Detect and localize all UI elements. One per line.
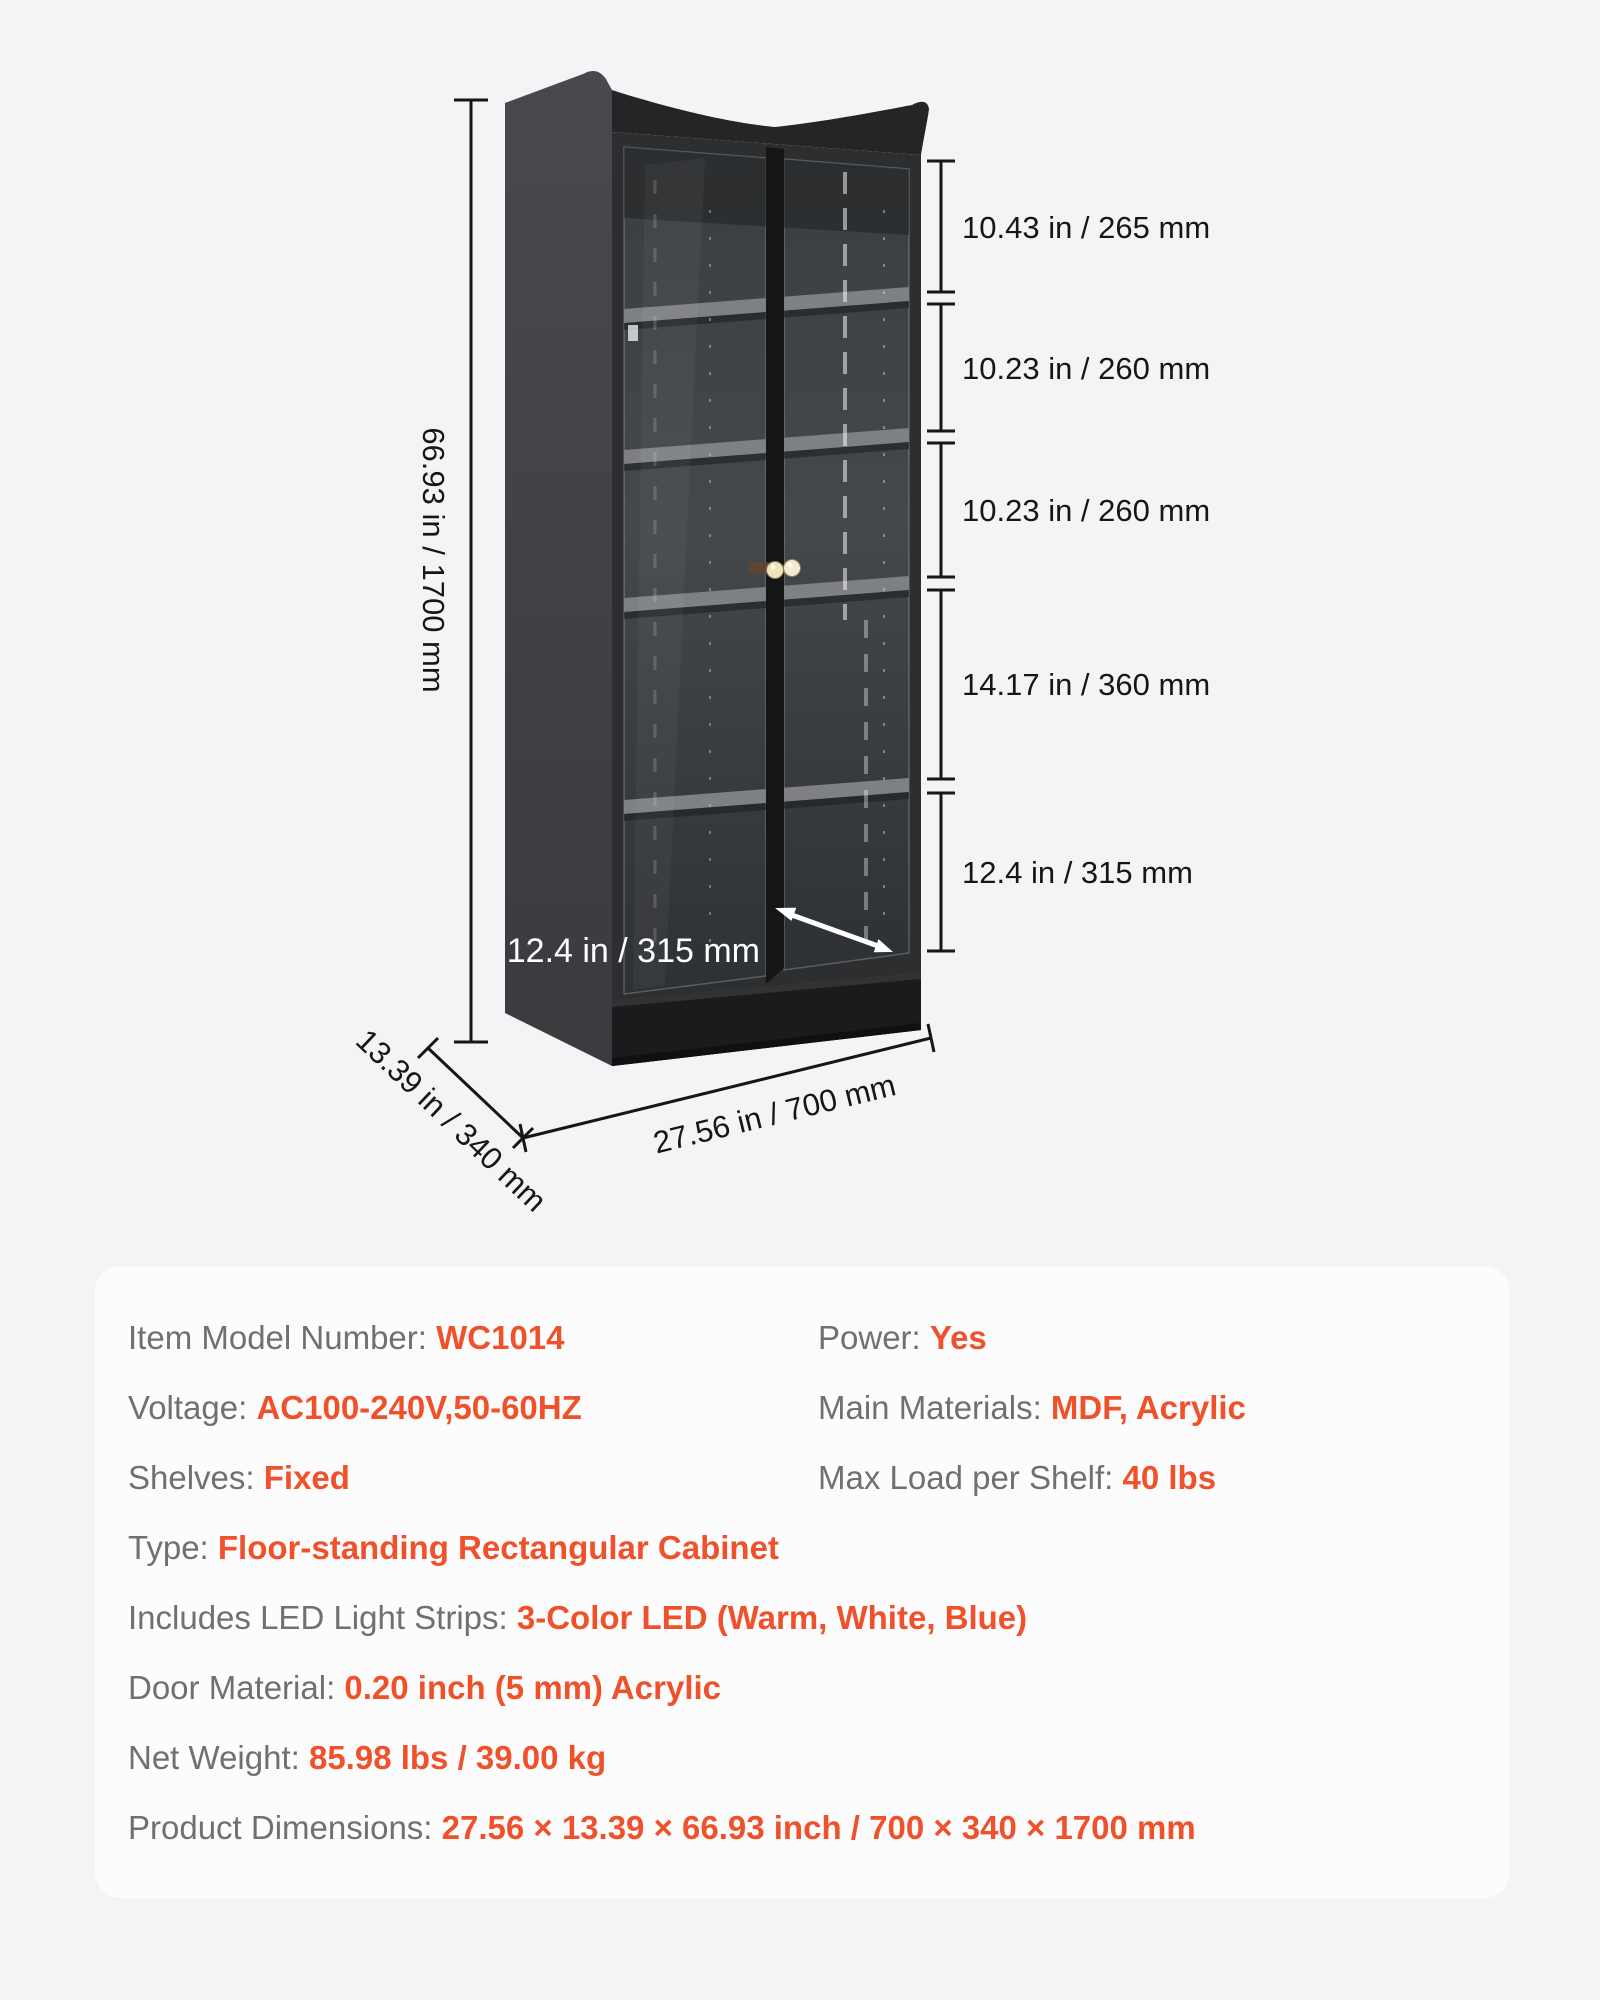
spec-row [128, 1456, 1480, 1500]
shelf-dimension-label: 10.23 in / 260 mm [962, 493, 1211, 528]
spec-value: Floor-standing Rectangular Cabinet [217, 1529, 779, 1566]
spec-row [128, 1666, 1480, 1710]
spec-label: Item Model Number: [128, 1319, 437, 1356]
spec-row [128, 1316, 1480, 1360]
spec-row [128, 1806, 1480, 1850]
spec-row [128, 1736, 1480, 1780]
spec-value: WC1014 [436, 1319, 565, 1356]
spec-panel [95, 1266, 1510, 1898]
spec-value: MDF, Acrylic [1050, 1389, 1246, 1426]
spec-value: 27.56 × 13.39 × 66.93 inch / 700 × 340 × 1700 mm [441, 1809, 1196, 1846]
spec-value: AC100-240V,50-60HZ [256, 1389, 582, 1426]
spec-value: 3-Color LED (Warm, White, Blue) [516, 1599, 1028, 1636]
spec-value: 85.98 lbs / 39.00 kg [308, 1739, 607, 1776]
shelf-dimension-label: 10.23 in / 260 mm [962, 351, 1211, 386]
shelf-dimension-lines [927, 161, 955, 951]
spec-row [128, 1526, 1480, 1570]
depth-dimension-label: 13.39 in / 340 mm [349, 1022, 554, 1219]
spec-label: Main Materials: [818, 1389, 1051, 1426]
cabinet-illustration [505, 71, 929, 1066]
shelf-dimension-label: 12.4 in / 315 mm [962, 855, 1193, 890]
inner-depth-label: 12.4 in / 315 mm [506, 932, 760, 970]
spec-row [128, 1596, 1480, 1640]
spec-row [128, 1386, 1480, 1430]
spec-label: Net Weight: [128, 1739, 309, 1776]
shelf-dimension-label: 10.43 in / 265 mm [962, 210, 1211, 245]
shelf-dimension-label: 14.17 in / 360 mm [962, 667, 1211, 702]
spec-label: Type: [128, 1529, 218, 1566]
spec-value: 40 lbs [1122, 1459, 1217, 1496]
height-dimension-label: 66.93 in / 1700 mm [416, 427, 451, 693]
spec-value: 0.20 inch (5 mm) Acrylic [344, 1669, 722, 1706]
spec-value: Yes [929, 1319, 987, 1356]
spec-label: Power: [818, 1319, 930, 1356]
cabinet-side-panel [505, 71, 612, 1066]
spec-label: Includes LED Light Strips: [128, 1599, 517, 1636]
spec-label: Shelves: [128, 1459, 264, 1496]
width-dimension-label: 27.56 in / 700 mm [649, 1067, 900, 1161]
height-dimension-line [454, 100, 488, 1042]
spec-value: Fixed [263, 1459, 350, 1496]
spec-label: Product Dimensions: [128, 1809, 442, 1846]
spec-label: Door Material: [128, 1669, 345, 1706]
spec-label: Voltage: [128, 1389, 257, 1426]
spec-label: Max Load per Shelf: [818, 1459, 1123, 1496]
